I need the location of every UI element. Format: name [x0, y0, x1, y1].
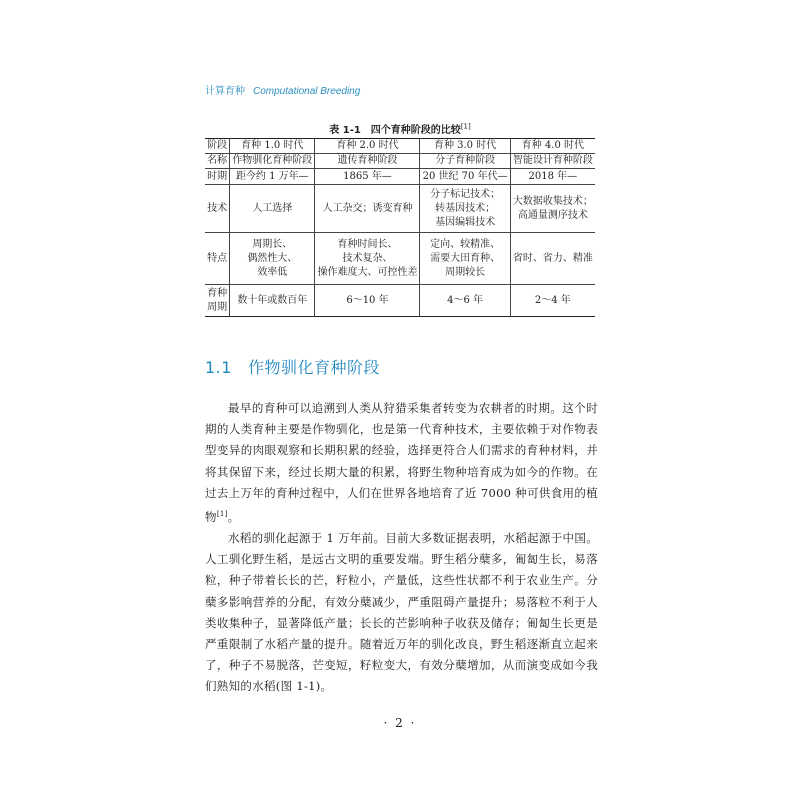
paragraph-1-text: 最早的育种可以追溯到人类从狩猎采集者转变为农耕者的时期。这个时期的人类育种主要是作物驯化，也是第一代育种技术，主要依赖于对作物表型变异的肉眼观察和长期积累的经验，选择更符合人们需求的育种材料，并将其保留下来，经过长期大量的积累，将野生物种培育成为如今的作物。在过去上万年的育种过程中，人们在世界各地培育了近 7000 种可供食用的植物 [205, 401, 598, 524]
table-cell: 省时、省力、精准 [510, 233, 595, 285]
table-row-header: 育种 周期 [205, 285, 230, 317]
section-title: 作物驯化育种阶段 [247, 358, 380, 377]
table-cell: 距今约 1 万年— [230, 169, 315, 185]
running-head-english: Computational Breeding [253, 86, 361, 97]
paragraph-1-tail: 。 [227, 509, 240, 524]
table-cell: 2018 年— [510, 169, 595, 185]
table-row-header: 技术 [205, 185, 230, 233]
table-row [205, 169, 595, 185]
table-cell: 分子育种阶段 [420, 154, 510, 169]
running-head-chinese: 计算育种 [205, 86, 245, 97]
table-cell: 遗传育种阶段 [315, 154, 420, 169]
comparison-table [205, 138, 595, 317]
table-cell: 育种 4.0 时代 [521, 140, 584, 151]
table-row [205, 233, 595, 285]
table-body [205, 139, 595, 317]
table-cell: 周期长、 偶然性大、 效率低 [230, 233, 315, 285]
table-cell: 育种 3.0 时代 [420, 139, 510, 154]
table-cell: 人工杂交；诱变育种 [315, 185, 420, 233]
page-number: · 2 · [383, 716, 417, 730]
table-cell: 育种时间长、 技术复杂、 操作难度大、可控性差 [315, 233, 420, 285]
table-caption [205, 121, 595, 136]
table-cell: 定向、较精准、 需要大田育种、 周期较长 [420, 233, 510, 285]
table-row [205, 154, 595, 169]
running-head [205, 82, 360, 97]
table-cell: 育种 1.0 时代 [230, 139, 315, 154]
paragraph-2 [205, 528, 598, 698]
table-row [205, 139, 595, 154]
table-cell: 大数据收集技术； 高通量测序技术 [510, 185, 595, 233]
table-caption-text: 表 1-1 四个育种阶段的比较 [329, 125, 461, 136]
section-number: 1.1 [205, 358, 232, 377]
table-cell: 数十年或数百年 [230, 285, 315, 317]
table-row [205, 185, 595, 233]
paragraph-2-text: 水稻的驯化起源于 1 万年前。目前大多数证据表明，水稻起源于中国。人工驯化野生稻，是远古文明的重要发端。野生稻分蘖多，匍匐生长，易落粒，种子带着长长的芒，籽粒小，产量低，这些性状都不利于农业生产。分蘖多影响营养的分配，有效分蘖减少，严重阻碍产量提升；易落粒不利于人类收集种子，显著降低产量；长长的芒影响种子收获及储存；匍匐生长更是严重限制了水稻产量的提升。随着近万年的驯化改良，野生稻逐渐直立起来了，种子不易脱落，芒变短，籽粒变大，有效分蘖增加，从而演变成如今我们熟知的水稻(图 1-1)。 [205, 531, 598, 694]
table-row-header: 阶段 [205, 139, 230, 154]
table-cell: 4～6 年 [420, 285, 510, 317]
table-cell: 6～10 年 [315, 285, 420, 317]
paragraph-1 [205, 398, 598, 528]
table-cell: 人工选择 [230, 185, 315, 233]
table-row-header: 时期 [205, 169, 230, 185]
table-caption-ref: [1] [460, 122, 471, 131]
table-cell: 20 世纪 70 年代— [420, 169, 510, 185]
table-cell: 作物驯化育种阶段 [230, 154, 315, 169]
table-cell: 分子标记技术； 转基因技术； 基因编辑技术 [420, 185, 510, 233]
table-cell: 智能设计育种阶段 [510, 154, 595, 169]
body-text [205, 398, 598, 698]
table-row-header: 名称 [205, 154, 230, 169]
paragraph-1-ref: [1] [216, 510, 228, 519]
table-cell: 1865 年— [315, 169, 420, 185]
section-heading [205, 355, 380, 378]
table-cell: 2～4 年 [510, 285, 595, 317]
table-row-header: 特点 [205, 233, 230, 285]
table-row [205, 285, 595, 317]
table-cell: 育种 2.0 时代 [315, 139, 420, 154]
